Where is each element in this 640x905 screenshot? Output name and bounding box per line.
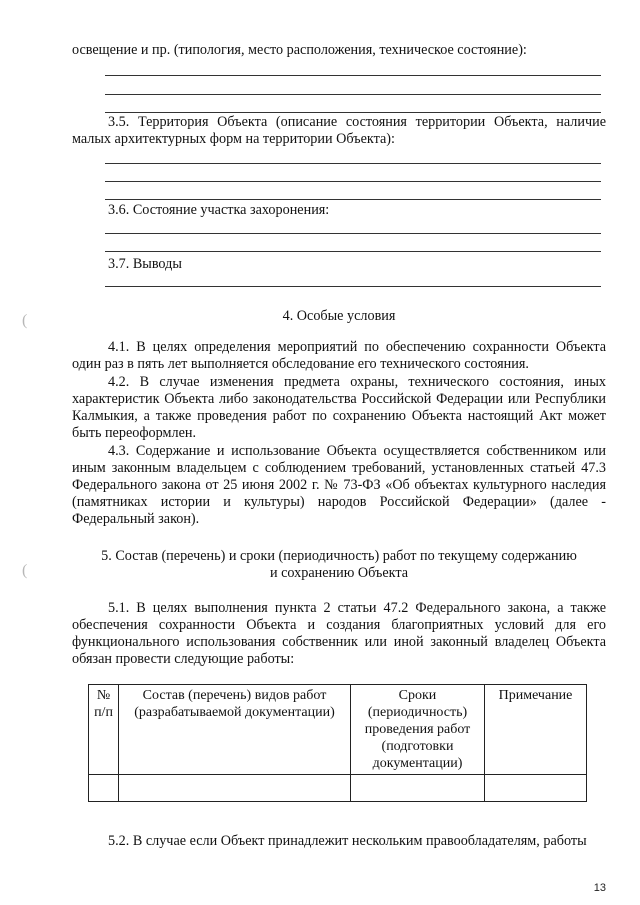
fill-line [105,75,601,76]
page-number: 13 [593,882,606,894]
fill-line [105,94,601,95]
table-cell [89,775,119,802]
fill-line [105,286,601,287]
works-table [88,684,587,802]
table-cell [119,775,351,802]
fill-line [105,163,601,164]
paragraph-5-1: 5.1. В целях выполнения пункта 2 статьи 47.2 Федерального закона, а также обеспечения сохранности Объекта и создания благоприятных условий для его функционального использования собственник или иной законный владелец Объекта обязан провести следующие работы: [72,600,606,667]
paragraph-5-2: 5.2. В случае если Объект принадлежит нескольким правообладателям, работы [108,833,587,849]
section-5-title-line1: 5. Состав (перечень) и сроки (периодичность) работ по текущему содержанию [101,548,577,564]
paragraph-4-3: 4.3. Содержание и использование Объекта осуществляется собственником или иным законным владельцем с соблюдением требований, установленных статьей 47.3 Федерального закона от 25 июня 2002 г. № 73-ФЗ «Об объектах культурного наследия (памятниках истории и культуры) народов Российской Федерации» (далее - Федеральный закон). [72,443,606,527]
fill-line [105,233,601,234]
fill-line [105,251,601,252]
line-lighting: освещение и пр. (типология, место расположения, техническое состояние): [72,42,527,58]
col-num-header: № п/п [89,685,119,775]
paragraph-4-1: 4.1. В целях определения мероприятий по обеспечению сохранности Объекта один раз в пять лет выполняется обследование его технического состояния. [72,339,606,372]
col-note-header: Примечание [485,685,587,775]
paragraph-3-6: 3.6. Состояние участка захоронения: [108,202,330,218]
fill-line [105,112,601,113]
table-row [89,775,587,802]
section-5-title [72,548,606,582]
scan-mark: ( [22,312,28,329]
col-works-header: Состав (перечень) видов работ (разрабатываемой документации) [119,685,351,775]
table-cell [351,775,485,802]
paragraph-3-5: 3.5. Территория Объекта (описание состояния территории Объекта, наличие малых архитектурных форм на территории Объекта): [72,114,606,147]
section-4-title: 4. Особые условия [282,308,396,324]
paragraph-3-7: 3.7. Выводы [108,256,182,272]
table-header-row [89,685,587,775]
paragraph-4-2: 4.2. В случае изменения предмета охраны, технического состояния, иных характеристик Объекта либо законодательства Российской Федерации или Республики Калмыкия, а также проведения работ по сохранению Объекта настоящий Акт может быть переоформлен. [72,374,606,441]
scan-mark: ( [22,562,28,579]
fill-line [105,181,601,182]
table-cell [485,775,587,802]
fill-line [105,199,601,200]
section-5-title-line2: и сохранению Объекта [269,565,408,581]
col-terms-header: Сроки (периодичность) проведения работ (подготовки документации) [351,685,485,775]
